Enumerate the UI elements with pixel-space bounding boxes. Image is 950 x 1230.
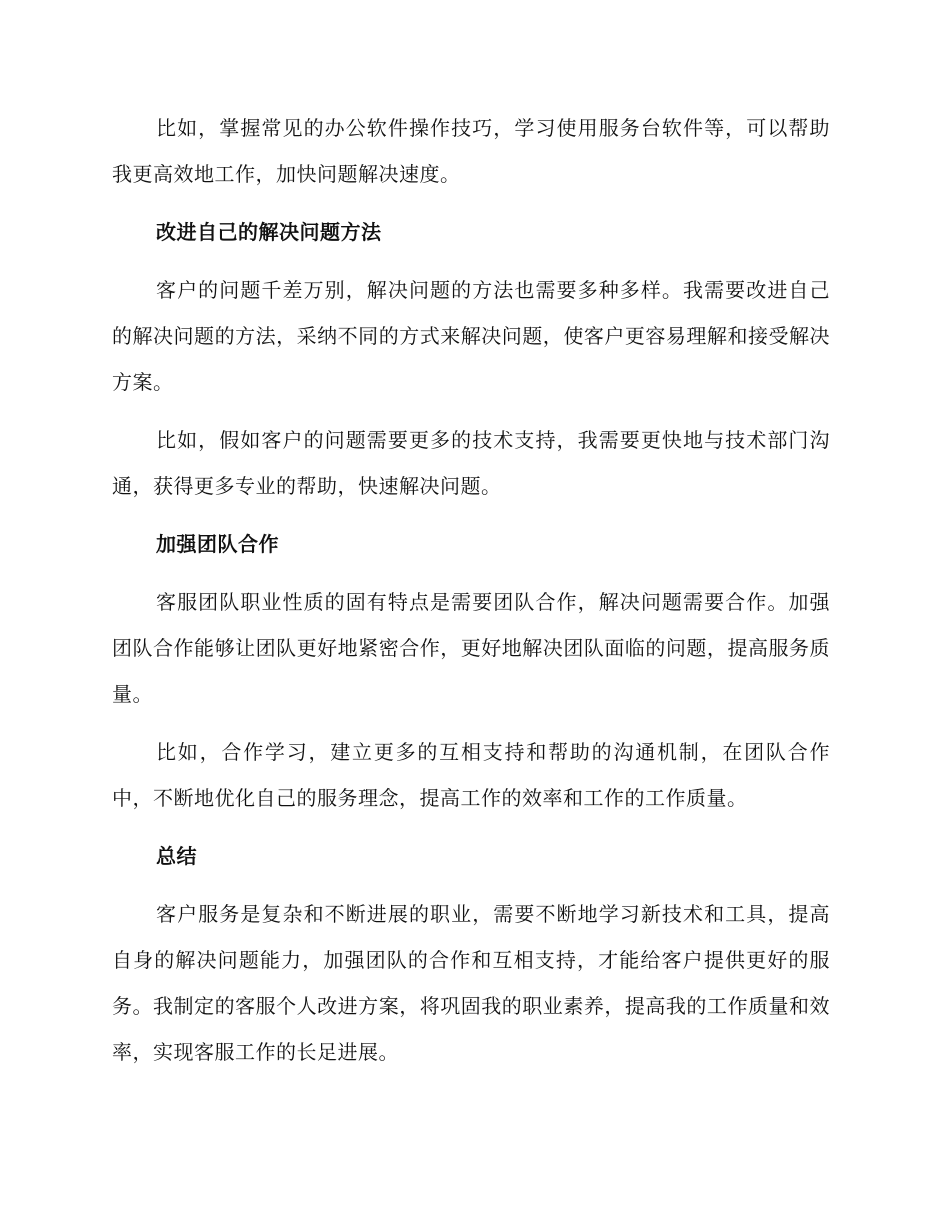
document-page (112, 105, 830, 1087)
paragraph-office-software: 比如，掌握常见的办公软件操作技巧，学习使用服务台软件等，可以帮助我更高效地工作，加快问题解决速度。 (112, 116, 830, 186)
paragraph-problem-solving-methods: 客户的问题千差万别，解决问题的方法也需要多种多样。我需要改进自己的解决问题的方法，采纳不同的方式来解决问题，使客户更容易理解和接受解决方案。 (112, 278, 830, 394)
paragraph-summary: 客户服务是复杂和不断进展的职业，需要不断地学习新技术和工具，提高自身的解决问题能力，加强团队的合作和互相支持，才能给客户提供更好的服务。我制定的客服个人改进方案，将巩固我的职业素养，提高我的工作质量和效率，实现客服工作的长足进展。 (112, 902, 830, 1064)
heading-teamwork: 加强团队合作 (156, 532, 279, 556)
paragraph-teamwork-example: 比如，合作学习，建立更多的互相支持和帮助的沟通机制，在团队合作中，不断地优化自己的服务理念，提高工作的效率和工作的工作质量。 (112, 740, 830, 810)
heading-improve-problem-solving: 改进自己的解决问题方法 (156, 220, 382, 244)
heading-summary: 总结 (156, 844, 197, 868)
paragraph-technical-support-example: 比如，假如客户的问题需要更多的技术支持，我需要更快地与技术部门沟通，获得更多专业的帮助，快速解决问题。 (112, 428, 830, 498)
paragraph-teamwork-importance: 客服团队职业性质的固有特点是需要团队合作，解决问题需要合作。加强团队合作能够让团队更好地紧密合作，更好地解决团队面临的问题，提高服务质量。 (112, 590, 830, 706)
